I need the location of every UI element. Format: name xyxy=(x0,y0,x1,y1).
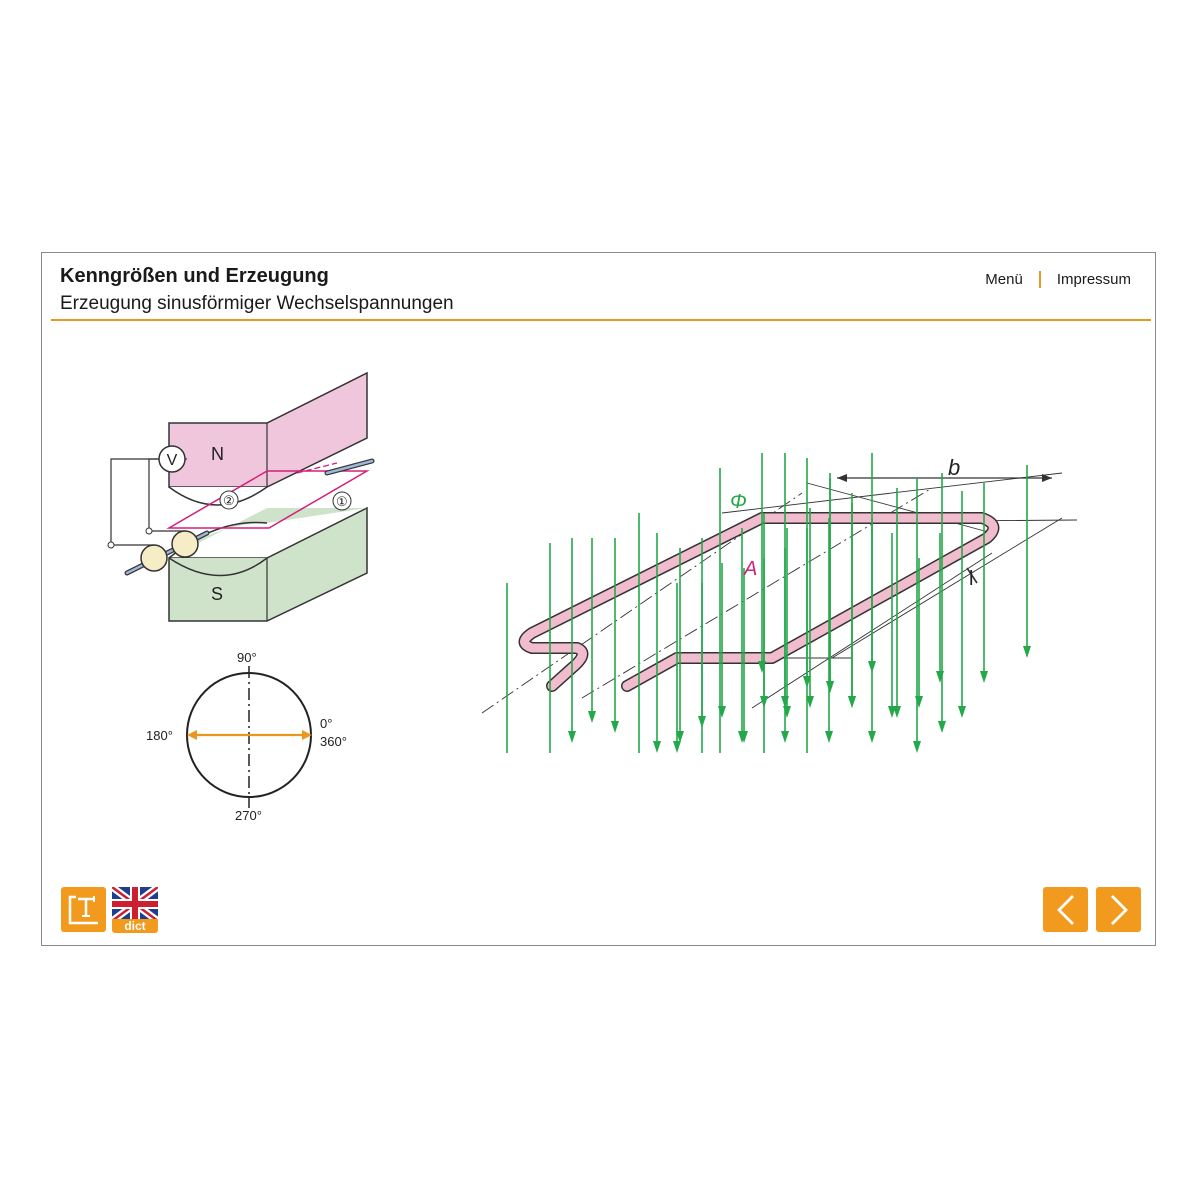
flux-arrow-head xyxy=(888,706,896,718)
next-arrow-icon xyxy=(1104,893,1134,927)
marker-1: ① xyxy=(336,494,348,509)
conductor-loop xyxy=(525,518,994,686)
next-button[interactable] xyxy=(1096,887,1141,932)
top-nav xyxy=(985,271,1131,288)
width-label: b xyxy=(948,455,961,480)
textbook-button[interactable] xyxy=(61,887,106,932)
flux-arrow-head xyxy=(568,731,576,743)
flux-arrow-head xyxy=(825,731,833,743)
label-270: 270° xyxy=(235,808,262,823)
marker-2: ② xyxy=(223,493,235,508)
flux-arrow-head xyxy=(1023,646,1031,658)
flux-arrow-head xyxy=(781,731,789,743)
flux-arrow-head xyxy=(698,716,706,728)
dictionary-button[interactable] xyxy=(112,887,158,933)
previous-arrow-icon xyxy=(1051,893,1081,927)
flux-arrow-head xyxy=(826,681,834,693)
south-pole-label: S xyxy=(211,584,224,604)
label-180: 180° xyxy=(146,728,173,743)
angle-diagram xyxy=(137,648,367,828)
flux-arrow-head xyxy=(611,721,619,733)
impressum-link[interactable]: Impressum xyxy=(1056,271,1131,288)
length-label: l xyxy=(969,568,974,590)
flux-arrow-head xyxy=(980,671,988,683)
page-title: Kenngrößen und Erzeugung xyxy=(60,265,329,287)
flux-arrow-head xyxy=(868,661,876,673)
uk-flag-icon xyxy=(112,887,158,921)
flux-arrow-head xyxy=(958,706,966,718)
slip-ring-2 xyxy=(172,531,198,557)
flux-arrow-head xyxy=(588,711,596,723)
dict-label: dict xyxy=(112,919,158,933)
content-frame xyxy=(41,252,1156,946)
page-subtitle: Erzeugung sinusförmiger Wechselspannungen xyxy=(60,293,454,314)
flux-arrow-head xyxy=(673,741,681,753)
label-0: 0° xyxy=(320,716,333,731)
area-label: A xyxy=(744,558,758,580)
header-divider xyxy=(51,319,1151,321)
voltmeter-label: V xyxy=(166,452,178,469)
generator-diagram xyxy=(97,363,387,633)
flux-arrow-head xyxy=(848,696,856,708)
nav-separator xyxy=(1039,271,1041,288)
loop-diagram xyxy=(452,453,1092,753)
label-90: 90° xyxy=(237,650,257,665)
textbook-icon xyxy=(66,892,102,928)
menu-link[interactable]: Menü xyxy=(985,271,1023,288)
label-360: 360° xyxy=(320,734,347,749)
flux-arrow-head xyxy=(868,731,876,743)
flux-arrow-head xyxy=(913,741,921,753)
previous-button[interactable] xyxy=(1043,887,1088,932)
north-pole-label: N xyxy=(211,444,224,464)
flux-label: Φ xyxy=(730,491,747,513)
slip-ring-1 xyxy=(141,545,167,571)
flux-arrow-head xyxy=(938,721,946,733)
flux-arrow-head xyxy=(653,741,661,753)
